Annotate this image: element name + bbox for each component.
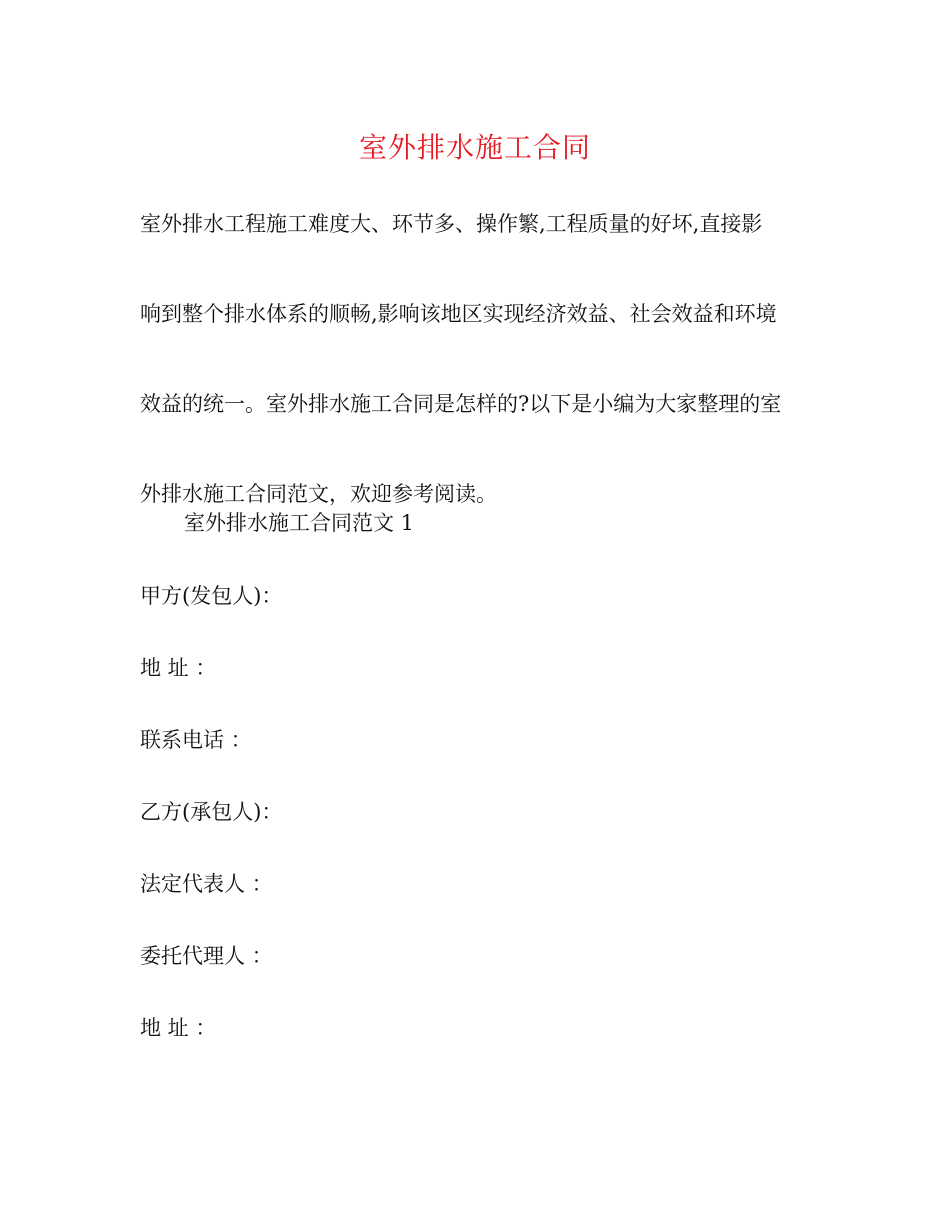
party-b-field: 乙方(承包人)： (140, 800, 283, 824)
section-subtitle: 室外排水施工合同范文 1 (184, 511, 415, 535)
intro-line: 室外排水工程施工难度大、环节多、操作繁,工程质量的好坏,直接影 (140, 212, 763, 236)
document-title: 室外排水施工合同 (358, 131, 591, 164)
intro-line: 响到整个排水体系的顺畅,影响该地区实现经济效益、社会效益和环境 (140, 302, 777, 326)
legal-representative-field: 法定代表人 ： (140, 872, 273, 896)
intro-line: 外排水施工合同范文，欢迎参考阅读。 (140, 482, 497, 506)
contract-fields (140, 584, 820, 1088)
party-a-field: 甲方(发包人)： (140, 584, 283, 608)
party-a-address-field: 地 址 ： (140, 656, 217, 680)
party-b-address-field: 地 址 ： (140, 1016, 217, 1040)
intro-line: 效益的统一。室外排水施工合同是怎样的?以下是小编为大家整理的室 (140, 392, 782, 416)
authorized-agent-field: 委托代理人 ： (140, 944, 273, 968)
party-a-phone-field: 联系电话 ： (140, 728, 252, 752)
